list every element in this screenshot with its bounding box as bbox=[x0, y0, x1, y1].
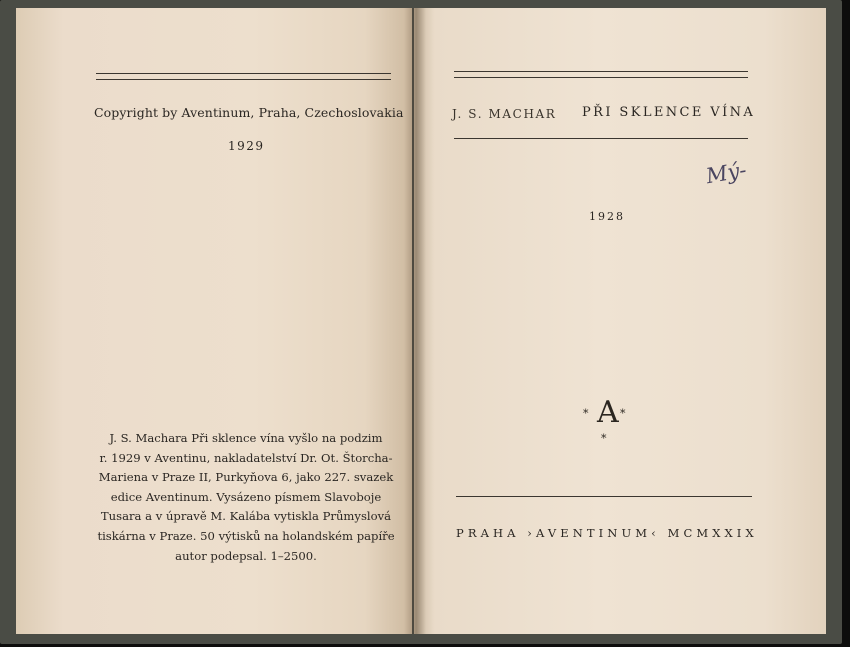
book-title: PŘI SKLENCE VÍNA bbox=[582, 105, 756, 120]
left-page bbox=[16, 8, 412, 634]
publisher-logo bbox=[579, 395, 635, 447]
author-signature: Mý- bbox=[704, 157, 749, 189]
star-icon: * bbox=[583, 407, 589, 420]
colophon-line: autor podepsal. 1–2500. bbox=[175, 548, 317, 563]
title-year: 1928 bbox=[589, 210, 625, 223]
colophon-line: J. S. Machara Při sklence vína vyšlo na podzim bbox=[109, 431, 383, 445]
logo-letter: A bbox=[597, 395, 619, 430]
book-gutter bbox=[404, 8, 426, 634]
star-icon: * bbox=[601, 432, 607, 445]
imprint-rule bbox=[456, 496, 752, 497]
copyright-notice: Copyright by Aventinum, Praha, Czechoslovakia bbox=[94, 105, 404, 120]
colophon bbox=[96, 429, 396, 566]
right-page bbox=[414, 8, 826, 634]
colophon-line: tiskárna v Praze. 50 výtisků na holandském papíře bbox=[97, 528, 395, 543]
publisher-imprint: PRAHA ›AVENTINUM‹ MCMXXIX bbox=[456, 526, 758, 540]
colophon-line: Mariena v Praze II, Purkyňova 6, jako 227. svazek bbox=[98, 470, 394, 485]
title-double-rule bbox=[454, 71, 748, 78]
star-icon: * bbox=[620, 407, 626, 420]
top-double-rule bbox=[96, 73, 391, 80]
colophon-line: edice Aventinum. Vysázeno písmem Slavoboje bbox=[110, 489, 382, 504]
title-underline bbox=[454, 138, 748, 139]
author-name: J. S. MACHAR bbox=[452, 107, 557, 121]
colophon-line: r. 1929 v Aventinu, nakladatelství Dr. Ot. Štorcha- bbox=[99, 450, 393, 465]
copyright-year: 1929 bbox=[228, 139, 265, 153]
colophon-line: Tusara a v úpravě M. Kalába vytiskla Průmyslová bbox=[100, 509, 392, 524]
